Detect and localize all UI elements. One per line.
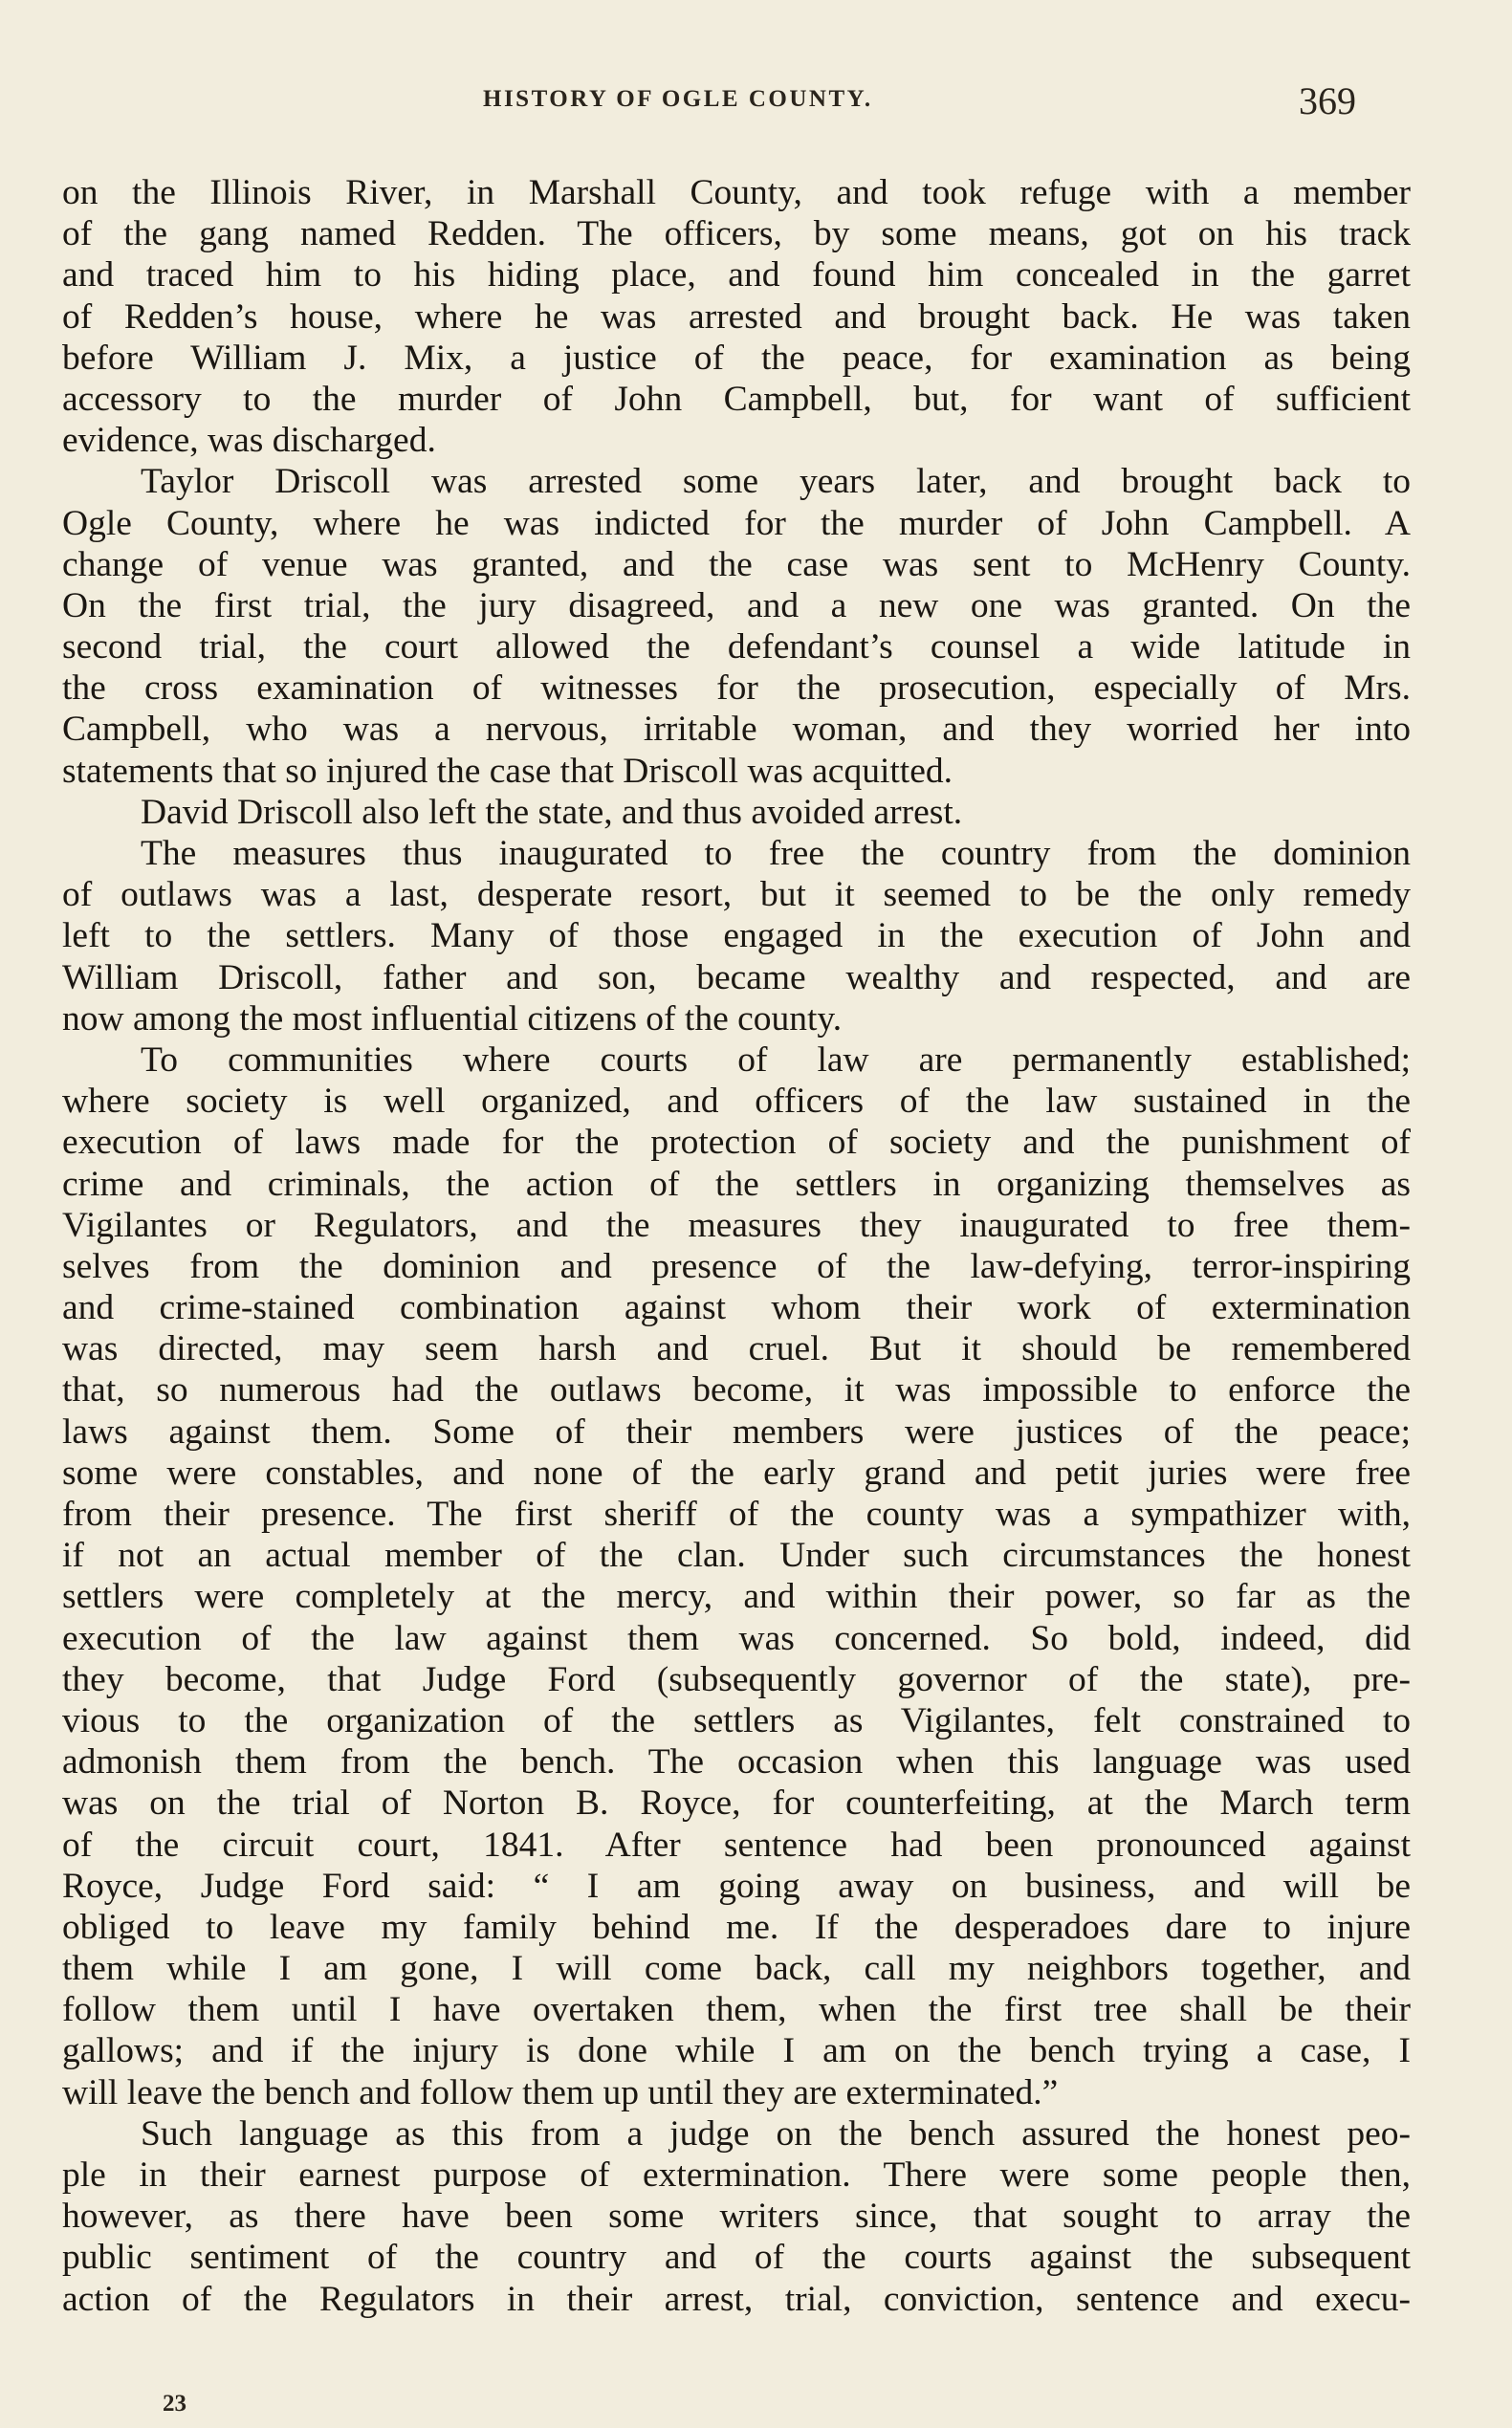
text-line: them while I am gone, I will come back, call my neighbors together, and (62, 1949, 1411, 1989)
text-line: from their presence. The first sheriff of the county was a sympathizer with, (62, 1495, 1411, 1534)
text-line: that, so numerous had the outlaws become, it was impossible to enforce the (62, 1370, 1411, 1411)
text-line: public sentiment of the country and of the courts against the subsequent (62, 2238, 1411, 2278)
text-line: gallows; and if the injury is done while I am on the bench trying a case, I (62, 2031, 1411, 2071)
text-line: On the first trial, the jury disagreed, and a new one was granted. On the (62, 585, 1411, 625)
page-number: 369 (1299, 79, 1356, 122)
text-line: where society is well organized, and officers of the law sustained in the (62, 1082, 1411, 1122)
text-line: settlers were completely at the mercy, and within their power, so far as the (62, 1577, 1411, 1617)
text-line: now among the most influential citizens of the county. (62, 998, 843, 1039)
text-line: evidence, was discharged. (62, 421, 436, 461)
text-line: selves from the dominion and presence of the law-defying, terror-inspiring (62, 1246, 1411, 1286)
text-line: and traced him to his hiding place, and found him concealed in the garret (62, 255, 1411, 295)
text-line: obliged to leave my family behind me. If the desperadoes dare to injure (62, 1907, 1411, 1947)
text-line: follow them until I have overtaken them, when the first tree shall be their (62, 1990, 1411, 2030)
text-line: left to the settlers. Many of those engaged in the execution of John and (62, 916, 1411, 956)
text-line: they become, that Judge Ford (subsequently governor of the state), pre- (62, 1659, 1411, 1699)
text-line: was on the trial of Norton B. Royce, for counterfeiting, at the March term (62, 1783, 1411, 1824)
signature-mark: 23 (163, 2391, 186, 2417)
text-line: second trial, the court allowed the defendant’s counsel a wide latitude in (62, 627, 1411, 667)
text-line: some were constables, and none of the early grand and petit juries were free (62, 1453, 1411, 1493)
text-line: laws against them. Some of their members were justices of the peace; (62, 1411, 1411, 1452)
text-line: of the circuit court, 1841. After sentence had been pronounced against (62, 1825, 1411, 1865)
text-line: accessory to the murder of John Campbell, but, for want of sufficient (62, 379, 1411, 419)
text-line: David Driscoll also left the state, and thus avoided arrest. (141, 792, 963, 832)
text-line: Royce, Judge Ford said: “ I am going away on business, and will be (62, 1866, 1411, 1906)
text-line: Ogle County, where he was indicted for the murder of John Campbell. A (62, 503, 1411, 543)
text-line: before William J. Mix, a justice of the peace, for examination as being (62, 338, 1411, 378)
text-line: the cross examination of witnesses for the prosecution, especially of Mrs. (62, 668, 1411, 709)
text-line: was directed, may seem harsh and cruel. But it should be remembered (62, 1329, 1411, 1369)
text-line: Such language as this from a judge on the bench assured the honest peo- (141, 2113, 1411, 2154)
text-line: of outlaws was a last, desperate resort, but it seemed to be the only remedy (62, 875, 1411, 915)
text-line: William Driscoll, father and son, became wealthy and respected, and are (62, 957, 1411, 997)
text-line: however, as there have been some writers since, that sought to array the (62, 2197, 1411, 2237)
text-line: if not an actual member of the clan. Under such circumstances the honest (62, 1536, 1411, 1576)
text-line: of the gang named Redden. The officers, by some means, got on his track (62, 214, 1411, 254)
running-head-title: HISTORY OF OGLE COUNTY. (483, 86, 873, 112)
text-line: Taylor Driscoll was arrested some years later, and brought back to (141, 462, 1411, 502)
text-line: The measures thus inaugurated to free the country from the dominion (141, 834, 1411, 873)
text-line: To communities where courts of law are permanently established; (141, 1039, 1411, 1080)
text-line: crime and criminals, the action of the settlers in organizing themselves as (62, 1164, 1411, 1204)
text-line: Campbell, who was a nervous, irritable woman, and they worried her into (62, 710, 1411, 750)
text-line: vious to the organization of the settlers as Vigilantes, felt constrained to (62, 1700, 1411, 1740)
text-line: change of venue was granted, and the case was sent to McHenry County. (62, 544, 1411, 584)
text-line: on the Illinois River, in Marshall County, and took refuge with a member (62, 173, 1411, 212)
text-line: execution of the law against them was concerned. So bold, indeed, did (62, 1618, 1411, 1658)
text-line: admonish them from the bench. The occasion when this language was used (62, 1742, 1411, 1783)
text-line: and crime-stained combination against whom their work of extermination (62, 1288, 1411, 1328)
text-line: ple in their earnest purpose of extermination. There were some people then, (62, 2155, 1411, 2195)
text-line: action of the Regulators in their arrest, trial, conviction, sentence and execu- (62, 2279, 1411, 2319)
text-line: of Redden’s house, where he was arrested and brought back. He was taken (62, 296, 1411, 337)
text-line: will leave the bench and follow them up until they are exterminated.” (62, 2072, 1059, 2112)
text-line: execution of laws made for the protection of society and the punishment of (62, 1123, 1411, 1163)
text-line: statements that so injured the case that Driscoll was acquitted. (62, 751, 953, 791)
text-line: Vigilantes or Regulators, and the measures they inaugurated to free them- (62, 1205, 1411, 1245)
body-text (62, 172, 1411, 2320)
